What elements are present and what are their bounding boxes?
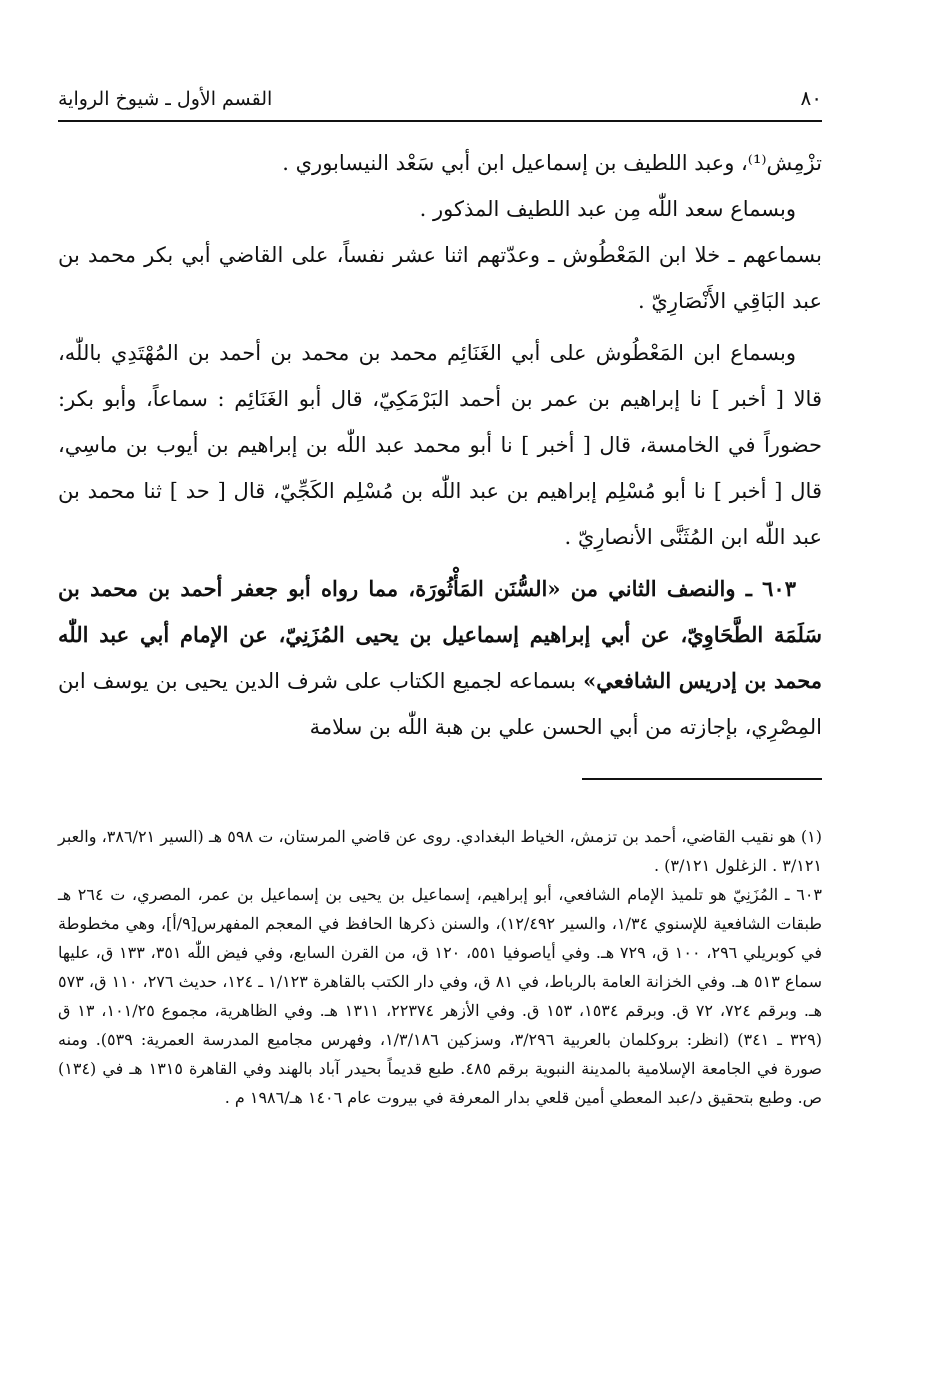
- footnotes: [58, 822, 822, 1112]
- paragraph-ibn-almatush: وبسماع ابن المَعْطُوش على أبي الغَنَائِم محمد بن محمد بن أحمد بن المُهْتَدِي باللّٰه، قالا [ أخبر ] نا إبراهيم بن عمر بن أحمد البَرْمَكِيّ، قال أبو الغَنَائِم : سماعاً، وأبو بكر: حضوراً في الخامسة، قال [ أخبر ] نا أبو محمد عبد اللّٰه بن إبراهيم بن أيوب بن ماسِي، قال [ أخبر ] نا أبو مُسْلِم إبراهيم بن عبد اللّٰه بن مُسْلِم الكَجِّيّ، قال [ حد ] ثنا محمد بن عبد اللّٰه ابن المُثَنَّى الأنصارِيّ .: [58, 341, 822, 549]
- footnote-1: (١) هو نقيب القاضي، أحمد بن تزمش، الخياط البغدادي. روى عن قاضي المرستان، ت ٥٩٨ هـ (السير ٣٨٦/٢١، والعبر ٣/١٢١ . الزغلول ٣/١٢١) .: [58, 827, 822, 875]
- main-text: [58, 140, 822, 750]
- entry-603-text: بسماعه لجميع الكتاب على شرف الدين يحيى بن يوسف ابن المِصْرِي، بإجازته من أبي الحسن علي بن هبة اللّٰه بن سلامة: [58, 669, 822, 739]
- page-number: ٨٠: [800, 86, 822, 110]
- entry-603-title: ٦٠٣ ـ والنصف الثاني من «السُّنَن المَأْثُورَة، مما رواه أبو جعفر أحمد بن محمد بن سَلَمَة الطَّحَاوِيّ، عن أبي إبراهيم إسماعيل بن يحيى المُزَنِيّ، عن الإمام أبي عبد اللّٰه محمد بن إدريس الشافعي»: [58, 576, 823, 693]
- running-header-title: القسم الأول ـ شيوخ الرواية: [58, 88, 273, 110]
- running-header: [58, 80, 822, 122]
- footnote-divider: [582, 778, 822, 780]
- paragraph-entry-603: [58, 566, 822, 750]
- footnote-603: ٦٠٣ ـ المُزَنِيّ هو تلميذ الإمام الشافعي، أبو إبراهيم، إسماعيل بن يحيى بن إسماعيل بن عمر، المصري، ت ٢٦٤ هـ طبقات الشافعية للإسنوي ١/٣٤، والسير ١٢/٤٩٢)، والسنن ذكرها الحافظ في المعجم المفهرس[٩/أ]، وهي مخطوطة في كوبريلي ٢٩٦، ١٠٠ ق، ٧٢٩ هـ. وفي أياصوفيا ٥٥١، ١٢٠ ق، من القرن السابع، وفي فيض اللّٰه ٣٥١، ١٣٣ ق، عليها سماع ٥١٣ هـ. وفي الخزانة العامة بالرباط، في ٨١ ق، وفي دار الكتب بالقاهرة ١/١٢٣ ـ ١٢٤، حديث ٢٧٦، ١١٠ ق، ٥٧٣ هـ. وبرقم ٧٢٤، ٧٢ ق. وبرقم ١٥٣٤، ١٥٣ ق. وفي الأزهر ٢٢٣٧٤، ١٣١١ هـ. وفي الظاهرية، مجموع ١٠١/٢٥، ١٣ ق (٣٢٩ ـ ٣٤١) (انظر: بروكلمان بالعربية ٣/٢٩٦، وسزكين ١/٣/١٨٦، وفهرس مجاميع المدرسة العمرية: ٥٣٩). ومنه صورة في الجامعة الإسلامية بالمدينة النبوية برقم ٤٨٥. طبع قديماً بحيدر آباد بالهند وفي القاهرة ١٣١٥ هـ في (١٣٤) ص. وطبع بتحقيق د/عبد المعطي أمين قلعي بدار المعرفة في بيروت عام ١٤٠٦ هـ/١٩٨٦ م .: [58, 885, 823, 1107]
- paragraph-sama-saad: وبسماع سعد اللّٰه مِن عبد اللطيف المذكور .: [419, 197, 796, 221]
- paragraph-continuation: تزْمِش⁽¹⁾، وعبد اللطيف بن إسماعيل ابن أبي سَعْد النيسابوري .: [282, 151, 822, 175]
- book-page: [58, 80, 822, 1333]
- paragraph-bisamaihim: بسماعهم ـ خلا ابن المَعْطُوش ـ وعدّتهم اثنا عشر نفساً، على القاضي أبي بكر محمد بن عبد البَاقِي الأَنْصَارِيّ .: [58, 243, 822, 313]
